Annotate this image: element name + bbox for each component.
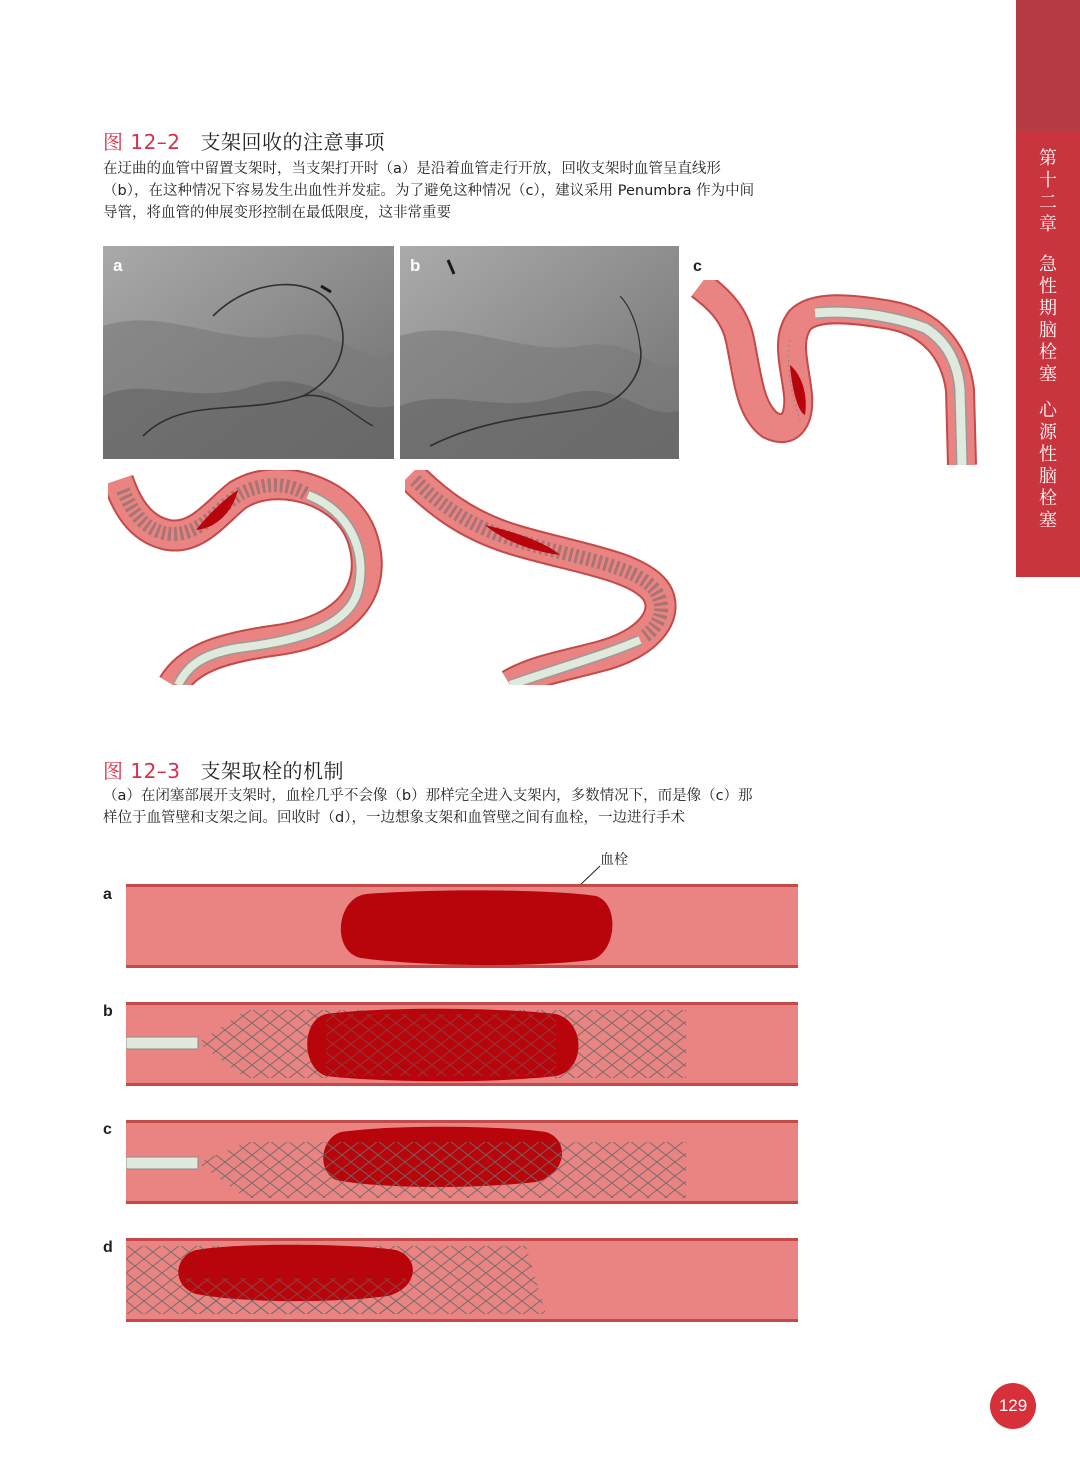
chapter-tab-strip	[1016, 0, 1080, 132]
caption-line: （a）在闭塞部展开支架时，血栓几乎不会像（b）那样完全进入支架内，多数情况下，而是像（c）那	[103, 788, 753, 804]
subtopic-char: 性	[1039, 444, 1057, 465]
vessel-row-b	[126, 1002, 798, 1086]
chapter-char: 二	[1039, 192, 1057, 213]
topic-char: 急	[1039, 254, 1057, 275]
topic-char: 塞	[1039, 364, 1057, 385]
panel-letter: b	[410, 256, 421, 275]
figure-12-2-caption	[103, 158, 803, 224]
page-number: 129	[990, 1383, 1036, 1429]
chapter-tab-text	[1016, 148, 1080, 532]
chapter-side-tab	[1016, 0, 1080, 577]
panel-letter: d	[103, 1239, 113, 1256]
subtopic-char: 心	[1039, 400, 1057, 421]
panel-letter: c	[693, 258, 702, 275]
topic-char: 性	[1039, 276, 1057, 297]
topic-char: 期	[1039, 298, 1057, 319]
thrombus-label: 血栓	[600, 852, 628, 868]
angiogram-b	[400, 246, 679, 459]
caption-line: 在迂曲的血管中留置支架时，当支架打开时（a）是沿着血管走行开放，回收支架时血管呈直线形	[103, 161, 721, 177]
caption-line: （b），在这种情况下容易发生出血性并发症。为了避免这种情况（c），建议采用 Penumbra 作为中间	[103, 183, 755, 199]
panel-letter: a	[113, 256, 123, 275]
vessel-diagram-c	[690, 280, 980, 465]
vessel-diagram-a	[108, 470, 398, 685]
figure-12-2-title	[103, 126, 385, 155]
figure-12-3-title	[103, 755, 344, 784]
topic-char: 脑	[1039, 320, 1057, 341]
figure-number: 图 12–2	[103, 130, 181, 154]
caption-line: 导管，将血管的伸展变形控制在最低限度，这非常重要	[103, 205, 451, 221]
chapter-char: 十	[1039, 170, 1057, 191]
topic-char: 栓	[1039, 342, 1057, 363]
vessel-row-c	[126, 1120, 798, 1204]
figure-title-text: 支架取栓的机制	[200, 759, 345, 783]
subtopic-char: 塞	[1039, 510, 1057, 531]
figure-title-text: 支架回收的注意事项	[200, 130, 386, 154]
chapter-char: 第	[1039, 148, 1057, 169]
vessel-row-a	[126, 884, 798, 968]
subtopic-char: 源	[1039, 422, 1057, 443]
vessel-row-d	[126, 1238, 798, 1322]
angiogram-a	[103, 246, 394, 459]
chapter-char: 章	[1039, 214, 1057, 235]
panel-letter: b	[103, 1003, 113, 1020]
panel-letter: c	[103, 1121, 112, 1138]
panel-letter: a	[103, 886, 112, 903]
figure-number: 图 12–3	[103, 759, 181, 783]
vessel-diagram-b	[405, 470, 680, 685]
subtopic-char: 栓	[1039, 488, 1057, 509]
subtopic-char: 脑	[1039, 466, 1057, 487]
caption-line: 样位于血管壁和支架之间。回收时（d），一边想象支架和血管壁之间有血栓，一边进行手术	[103, 810, 685, 826]
figure-12-3-caption	[103, 785, 803, 829]
